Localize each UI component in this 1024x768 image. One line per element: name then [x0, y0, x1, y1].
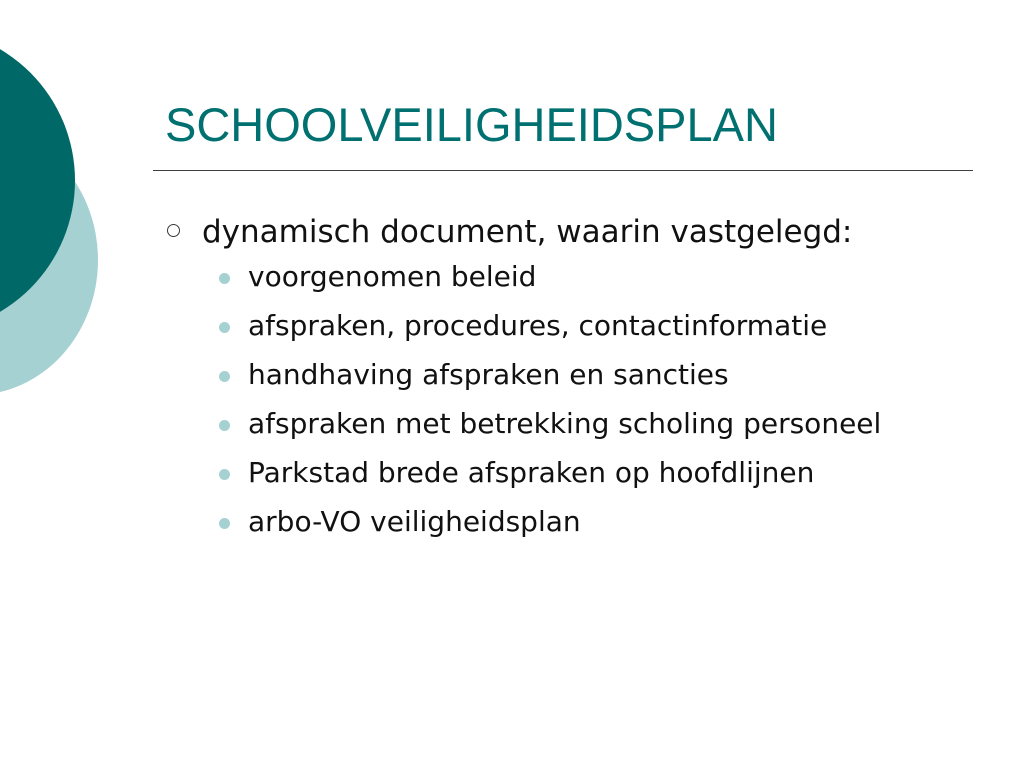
dot-bullet-icon [219, 518, 230, 529]
sub-bullet-text: arbo-VO veiligheidsplan [248, 505, 581, 538]
sub-bullet-item [160, 355, 938, 395]
dot-bullet-icon [219, 273, 230, 284]
sub-bullet-item [160, 453, 938, 493]
sub-bullet-item [160, 404, 938, 444]
sub-bullet-text: handhaving afspraken en sancties [248, 358, 729, 391]
sub-bullet-list [160, 257, 980, 542]
dot-bullet-icon [219, 322, 230, 333]
sub-bullet-item [160, 502, 938, 542]
dot-bullet-icon [219, 469, 230, 480]
sub-bullet-text: afspraken, procedures, contactinformatie [248, 309, 828, 342]
sub-bullet-text: afspraken met betrekking scholing personeel [248, 407, 882, 440]
sub-bullet-item [160, 306, 938, 346]
bullet-item [160, 211, 980, 253]
sub-bullet-item [160, 257, 938, 297]
dot-bullet-icon [219, 371, 230, 382]
slide-title: SCHOOLVEILIGHEIDSPLAN [165, 98, 778, 151]
dot-bullet-icon [219, 420, 230, 431]
hollow-circle-bullet-icon [167, 224, 180, 237]
sub-bullet-text: voorgenomen beleid [248, 260, 537, 293]
title-divider [153, 170, 973, 171]
sub-bullet-text: Parkstad brede afspraken op hoofdlijnen [248, 456, 815, 489]
bullet-text: dynamisch document, waarin vastgelegd: [202, 214, 853, 250]
slide-content [160, 211, 980, 551]
